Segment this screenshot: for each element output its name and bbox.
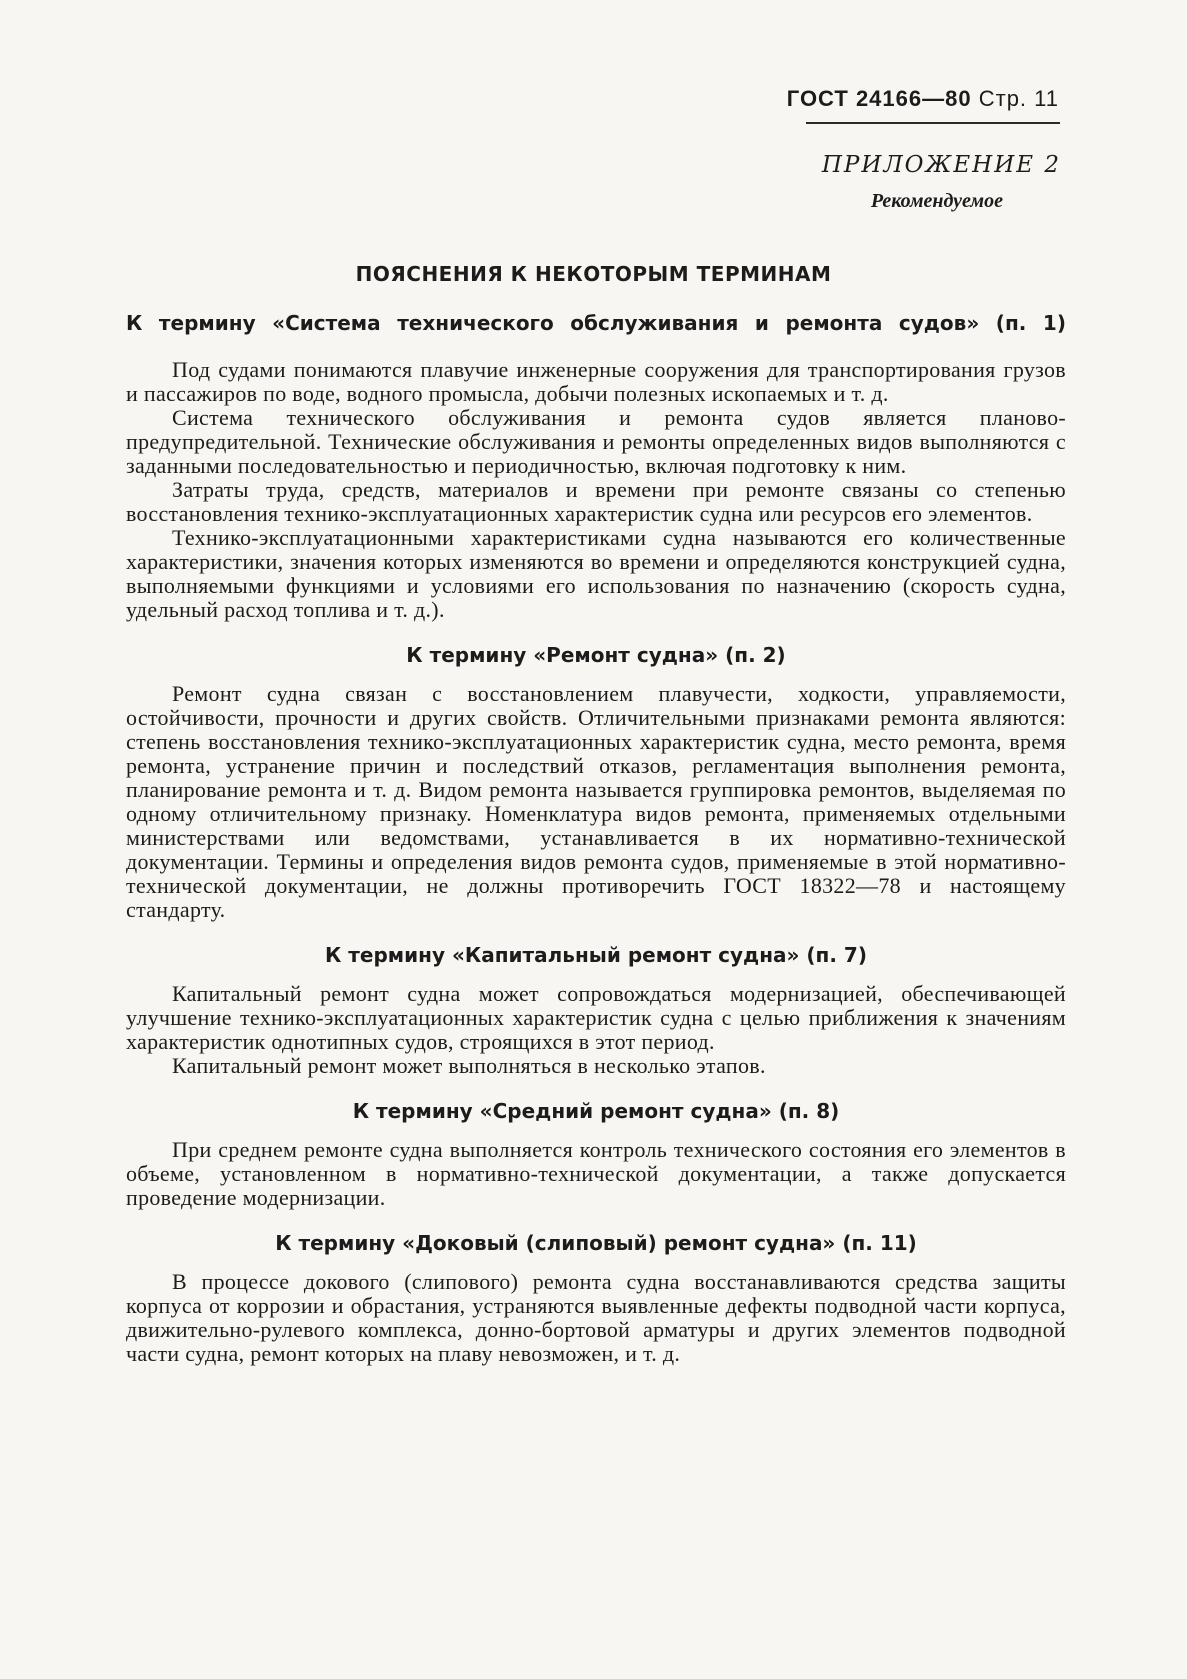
paragraph: Система технического обслуживания и ремонта судов является планово-предупредительной. Технические обслуживания и ремонты определенных видов выполняются с заданными последовательностью и периодичностью, включая подготовку к ним. xyxy=(126,405,1066,478)
paragraph: В процессе докового (слипового) ремонта судна восстанавливаются средства защиты корпуса от коррозии и обрастания, устраняются выявленные дефекты подводной части корпуса, движительно-рулевого комплекса, донно-бортовой арматуры и других элементов подводной части судна, ремонт которых на плаву невозможен, и т. д. xyxy=(126,1269,1066,1366)
section-title: К термину «Ремонт судна» (п. 2) xyxy=(406,643,786,667)
paragraph: При среднем ремонте судна выполняется контроль технического состояния его элементов в объеме, установленном в нормативно-технической документации, а также допускается проведение модернизации. xyxy=(126,1137,1066,1210)
section-title: К термину «Доковый (слиповый) ремонт судна» (п. 11) xyxy=(275,1231,917,1255)
section-1 xyxy=(126,310,1066,622)
section-title: К термину «Система технического обслуживания и ремонта судов» (п. 1) xyxy=(126,311,1066,335)
section-2 xyxy=(126,642,1066,922)
paragraph: Капитальный ремонт может выполняться в несколько этапов. xyxy=(172,1053,766,1078)
section-title: К термину «Капитальный ремонт судна» (п. 7) xyxy=(325,943,867,967)
appendix-title: ПРИЛОЖЕНИЕ 2 xyxy=(821,152,1061,178)
paragraph: Технико-эксплуатационными характеристиками судна называются его количественные характеристики, значения которых изменяются во времени и определяются конструкцией судна, выполняемыми функциями и условиями его использования по назначению (скорость судна, удельный расход топлива и т. д.). xyxy=(126,525,1066,622)
running-header xyxy=(787,86,1059,112)
paragraph: Капитальный ремонт судна может сопровождаться модернизацией, обеспечивающей улучшение технико-эксплуатационных характеристик судна с целью приближения к значениям характеристик однотипных судов, строящихся в этот период. xyxy=(126,981,1066,1054)
section-4 xyxy=(126,1098,1066,1210)
paragraph: Ремонт судна связан с восстановлением плавучести, ходкости, управляемости, остойчивости, прочности и других свойств. Отличительными признаками ремонта являются: степень восстановления технико-эксплуатационных характеристик судна, место ремонта, время ремонта, устранение причин и последствий отказов, регламентация выполнения ремонта, планирование ремонта и т. д. Видом ремонта называется группировка ремонтов, выделяемая по одному отличительному признаку. Номенклатура видов ремонта, применяемых отдельными министерствами или ведомствами, устанавливается в их нормативно-технической документации. Термины и определения видов ремонта судов, применяемые в этой нормативно-технической документации, не должны противоречить ГОСТ 18322—78 и настоящему стандарту. xyxy=(126,681,1066,922)
header-rule xyxy=(806,122,1060,124)
page-number: Стр. 11 xyxy=(978,86,1059,111)
document-body xyxy=(126,306,1066,1366)
paragraph: Под судами понимаются плавучие инженерные сооружения для транспортирования грузов и пассажиров по воде, водного промысла, добычи полезных ископаемых и т. д. xyxy=(126,357,1066,406)
section-title: К термину «Средний ремонт судна» (п. 8) xyxy=(352,1099,840,1123)
section-5 xyxy=(126,1230,1066,1366)
main-title: ПОЯСНЕНИЯ К НЕКОТОРЫМ ТЕРМИНАМ xyxy=(355,262,832,286)
paragraph: Затраты труда, средств, материалов и времени при ремонте связаны со степенью восстановления технико-эксплуатационных характеристик судна или ресурсов его элементов. xyxy=(126,477,1066,526)
document-id: ГОСТ 24166—80 xyxy=(786,86,972,111)
section-3 xyxy=(126,942,1066,1078)
appendix-subtitle: Рекомендуемое xyxy=(870,190,1003,212)
